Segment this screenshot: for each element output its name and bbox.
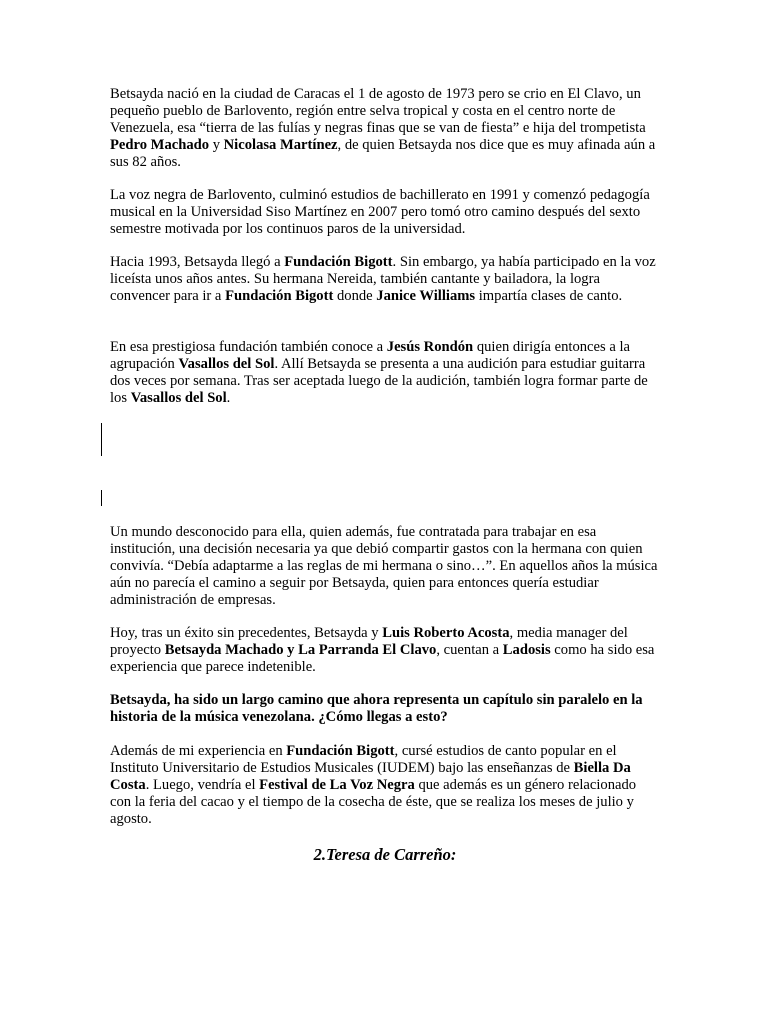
bold-name: Nicolasa Martínez xyxy=(223,137,338,153)
text-run: como ha sido esa experiencia que parece indetenible. xyxy=(110,642,655,675)
bold-name: Jesús Rondón xyxy=(386,339,474,355)
paragraph-studies xyxy=(110,187,660,238)
paragraph-vasallos xyxy=(110,339,660,407)
text-run: , de quien Betsayda nos dice que es muy afinada aún a sus 82 años. xyxy=(110,137,656,170)
paragraph-new-world xyxy=(110,524,660,609)
bold-question: Betsayda, ha sido un largo camino que ahora representa un capítulo sin paralelo en la historia de la música venezolana. ¿Cómo llegas a esto? xyxy=(110,692,643,725)
bold-name: Betsayda Machado y La Parranda El Clavo xyxy=(164,642,437,658)
bold-name: Vasallos del Sol xyxy=(178,356,275,372)
text-run: que además es un género relacionado con la feria del cacao y el tiempo de la cosecha de éste, que se realiza los meses de julio y agosto. xyxy=(110,777,637,827)
text-run: . xyxy=(226,390,231,406)
bold-name: Vasallos del Sol xyxy=(130,390,227,406)
text-run: . Allí Betsayda se presenta a una audición para estudiar guitarra dos veces por semana. Tras ser aceptada luego de la audición, también logra formar parte de los xyxy=(110,356,648,406)
bold-name: Ladosis xyxy=(502,642,551,658)
text-run: , cuentan a xyxy=(436,642,503,658)
text-cursor-marker xyxy=(101,490,102,506)
text-run: impartía clases de canto. xyxy=(475,288,623,304)
text-run: y xyxy=(209,137,224,153)
text-run: , cursé estudios de canto popular en el Instituto Universitario de Estudios Musicales (IUDEM) bajo las enseñanzas de xyxy=(110,743,617,776)
bold-name: Luis Roberto Acosta xyxy=(382,625,510,641)
bold-name: Fundación Bigott xyxy=(284,254,393,270)
interview-question xyxy=(110,692,660,726)
bold-name: Biella Da Costa xyxy=(110,760,631,793)
text-run: Además de mi experiencia en xyxy=(110,743,287,759)
bold-name: Fundación Bigott xyxy=(286,743,395,759)
text-run: En esa prestigiosa fundación también conoce a xyxy=(110,339,387,355)
paragraph-birth xyxy=(110,86,660,171)
text-run: Un mundo desconocido para ella, quien además, fue contratada para trabajar en esa institución, una decisión necesaria ya que debió compartir gastos con la hermana con quien convivía. “Debía adaptarme a las reglas de mi hermana o sino…”. En aquellos años la música aún no parecía el camino a seguir por Betsayda, quien para entonces quería estudiar administración de empresas. xyxy=(110,524,658,608)
text-run: La voz negra de Barlovento, culminó estudios de bachillerato en 1991 y comenzó pedagogía musical en la Universidad Siso Martínez en 2007 pero tomó otro camino después del sexto semestre motivada por los continuos paros de la universidad. xyxy=(110,187,650,237)
text-run: Betsayda nació en la ciudad de Caracas el 1 de agosto de 1973 pero se crio en El Clavo, un pequeño pueblo de Barlovento, región entre selva tropical y costa en el centro norte de Venezuela, esa “tierra de las fulías y negras finas que se van de fiesta” e hija del trompetista xyxy=(110,86,646,136)
text-run: . Luego, vendría el xyxy=(145,777,260,793)
bold-name: Pedro Machado xyxy=(110,137,210,153)
bold-name: Fundación Bigott xyxy=(225,288,334,304)
text-cursor-marker xyxy=(101,423,102,456)
section-heading: 2.Teresa de Carreño: xyxy=(313,845,457,864)
text-run: , media manager del proyecto xyxy=(110,625,628,658)
text-run: . Sin embargo, ya había participado en la voz liceísta unos años antes. Su hermana Nereida, también cantante y bailadora, la logra convencer para ir a xyxy=(110,254,656,304)
paragraph-bigott xyxy=(110,254,660,305)
paragraph-today xyxy=(110,625,660,676)
text-run: Hacia 1993, Betsayda llegó a xyxy=(110,254,285,270)
text-run: quien dirigía entonces a la agrupación xyxy=(110,339,630,372)
text-run: donde xyxy=(333,288,377,304)
paragraph-answer xyxy=(110,743,660,828)
bold-name: Festival de La Voz Negra xyxy=(259,777,415,793)
text-run: Hoy, tras un éxito sin precedentes, Betsayda y xyxy=(110,625,383,641)
bold-name: Janice Williams xyxy=(376,288,476,304)
